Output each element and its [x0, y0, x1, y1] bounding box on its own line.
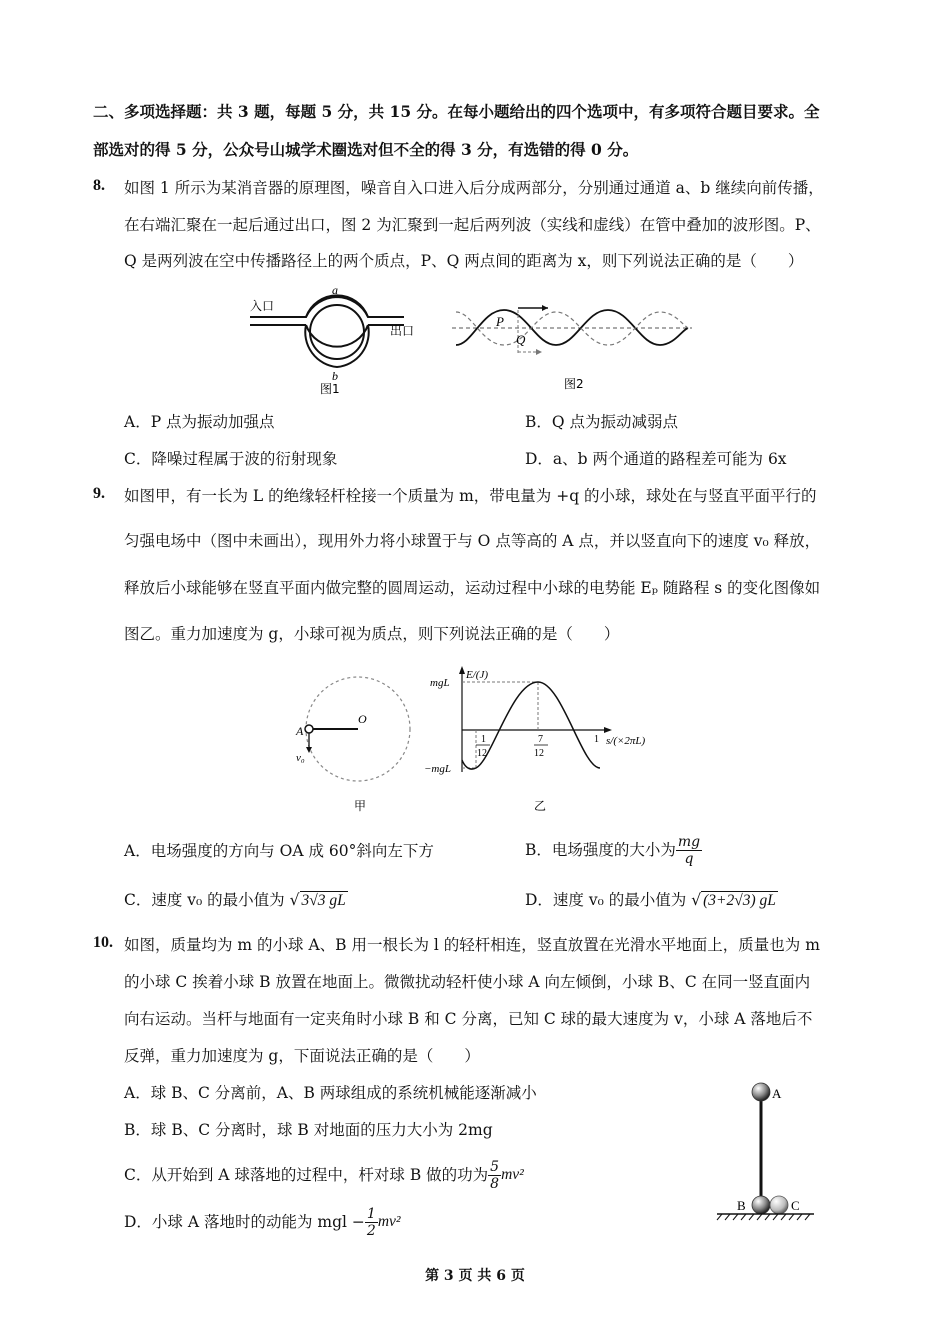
ball-c-icon	[770, 1196, 788, 1214]
sqrt-icon: √	[289, 891, 300, 909]
tick-2-den: 12	[534, 748, 544, 759]
q10-option-d[interactable]	[124, 1202, 401, 1242]
q8-option-d[interactable]: D．a、b 两个通道的路程差可能为 6x	[525, 450, 787, 468]
q9-b-denominator: q	[684, 850, 694, 867]
q9-line-3: 释放后小球能够在竖直平面内做完整的圆周运动，运动过程中小球的电势能 Eₚ 随路程 s 的变化图像如	[124, 579, 821, 597]
q9-option-d-text: D．速度 v₀ 的最小值为	[525, 891, 687, 909]
q10-option-d-suffix: mv²	[377, 1213, 401, 1230]
q10-option-c-text: C．从开始到 A 球落地的过程中，杆对球 B 做的功为	[124, 1166, 489, 1184]
q9-option-d[interactable]	[525, 890, 778, 910]
q9-figure-yi	[422, 660, 672, 815]
q9-line-4: 图乙。重力加速度为 g，小球可视为质点，则下列说法正确的是（ ）	[124, 625, 620, 643]
velocity-v0-label: v₀	[296, 752, 305, 764]
point-o-label: O	[358, 712, 367, 726]
q10-number: 10.	[93, 934, 113, 951]
q9-figure-jia	[288, 665, 423, 815]
q9-option-a[interactable]: A．电场强度的方向与 OA 成 60°斜向左下方	[124, 842, 434, 860]
inlet-label: 入口	[250, 299, 275, 313]
channel-a-label: a	[332, 283, 338, 297]
q10-option-c-fraction	[488, 1159, 501, 1192]
q8-number: 8.	[93, 177, 105, 194]
q8-option-c[interactable]: C．降噪过程属于波的衍射现象	[124, 450, 338, 468]
q8-line-1: 如图 1 所示为某消音器的原理图，噪音自入口进入后分成两部分，分别通过通道 a、b 继续向前传播，	[124, 179, 824, 197]
channel-b-label: b	[332, 369, 338, 383]
fig2-caption: 图2	[564, 377, 584, 390]
q10-c-numerator: 5	[490, 1158, 500, 1175]
y-axis-label: E/(J)	[466, 669, 488, 681]
fig-jia-caption: 甲	[354, 799, 367, 813]
q10-option-c-suffix: mv²	[501, 1166, 524, 1183]
sqrt-icon: √	[691, 891, 702, 909]
q8-figure-1	[248, 280, 428, 395]
q10-figure	[712, 1070, 822, 1230]
ball-a-label: A	[772, 1086, 782, 1101]
q9-line-1: 如图甲，有一长为 L 的绝缘轻杆栓接一个质量为 m，带电量为 +q 的小球，球处在与竖直平面平行的	[124, 487, 817, 505]
q10-option-c[interactable]	[124, 1155, 524, 1195]
fig1-caption: 图1	[320, 382, 340, 395]
q10-line-1: 如图，质量均为 m 的小球 A、B 用一根长为 l 的轻杆相连，竖直放置在光滑水平地面上，质量也为 m	[124, 936, 820, 954]
y-bottom-label: −mgL	[424, 763, 451, 775]
q8-figure-2	[452, 300, 697, 390]
q9-line-2: 匀强电场中（图中未画出），现用外力将小球置于与 O 点等高的 A 点，并以竖直向下的速度 v₀ 释放，	[124, 532, 821, 550]
q9-option-d-radicand: (3+2√3) gL	[703, 892, 776, 909]
q10-option-d-fraction	[365, 1206, 378, 1239]
q9-number: 9.	[93, 485, 105, 502]
q9-b-numerator: mg	[677, 833, 701, 850]
q10-option-b[interactable]: B．球 B、C 分离时，球 B 对地面的压力大小为 2mg	[124, 1121, 493, 1139]
q10-d-numerator: 1	[366, 1205, 376, 1222]
q10-line-2: 的小球 C 挨着小球 B 放置在地面上。微微扰动轻杆使小球 A 向左倾倒，小球 B、C 在同一竖直面内	[124, 973, 811, 991]
y-top-label: mgL	[430, 677, 450, 689]
q10-c-denominator: 8	[490, 1175, 500, 1192]
q10-line-3: 向右运动。当杆与地面有一定夹角时小球 B 和 C 分离，已知 C 球的最大速度为 v，小球 A 落地后不	[124, 1010, 813, 1028]
q8-line-3: Q 是两列波在空中传播路径上的两个质点，P、Q 两点间的距离为 x，则下列说法正确的是（ ）	[124, 252, 804, 270]
q8-option-b[interactable]: B．Q 点为振动减弱点	[525, 413, 679, 431]
q10-d-denominator: 2	[366, 1222, 376, 1239]
point-p-label: P	[496, 314, 504, 329]
section-line-2: 部选对的得 5 分，公众号山城学术圈选对但不全的得 3 分，有选错的得 0 分。	[93, 140, 639, 159]
ball-b-label: B	[737, 1198, 746, 1213]
q9-option-c[interactable]	[124, 890, 348, 910]
q10-option-d-text: D．小球 A 落地时的动能为 mgl −	[124, 1213, 365, 1231]
q9-option-b-fraction	[676, 834, 702, 867]
point-q-label: Q	[516, 332, 526, 347]
x-axis-label: s/(×2πL)	[606, 735, 646, 747]
tick-2-num: 7	[538, 734, 543, 745]
tick-1-num: 1	[481, 734, 486, 745]
q9-option-c-text: C．速度 v₀ 的最小值为	[124, 891, 285, 909]
tick-3-label: 1	[594, 734, 599, 745]
point-a-label: A	[296, 724, 304, 738]
q10-option-a[interactable]: A．球 B、C 分离前，A、B 两球组成的系统机械能逐渐减小	[124, 1084, 537, 1102]
ball-c-label: C	[791, 1198, 800, 1213]
q8-option-a[interactable]: A．P 点为振动加强点	[124, 413, 275, 431]
ball-a-icon	[752, 1083, 770, 1101]
outlet-label: 出口	[390, 324, 415, 338]
page-footer: 第 3 页 共 6 页	[425, 1268, 525, 1284]
q8-line-2: 在右端汇聚在一起后通过出口，图 2 为汇聚到一起后两列波（实线和虚线）在管中叠加的波形图。P、	[124, 216, 821, 234]
section-line-1: 二、多项选择题：共 3 题，每题 5 分，共 15 分。在每小题给出的四个选项中，有多项符合题目要求。全	[93, 102, 820, 121]
ball-b-icon	[752, 1196, 770, 1214]
q9-option-b-text: B．电场强度的大小为	[525, 841, 676, 859]
fig-yi-caption: 乙	[534, 799, 547, 813]
tick-1-den: 12	[477, 748, 487, 759]
q9-option-c-radicand: 3√3 gL	[301, 892, 346, 909]
q10-line-4: 反弹，重力加速度为 g，下面说法正确的是（ ）	[124, 1047, 480, 1065]
q9-option-b[interactable]	[525, 830, 702, 870]
